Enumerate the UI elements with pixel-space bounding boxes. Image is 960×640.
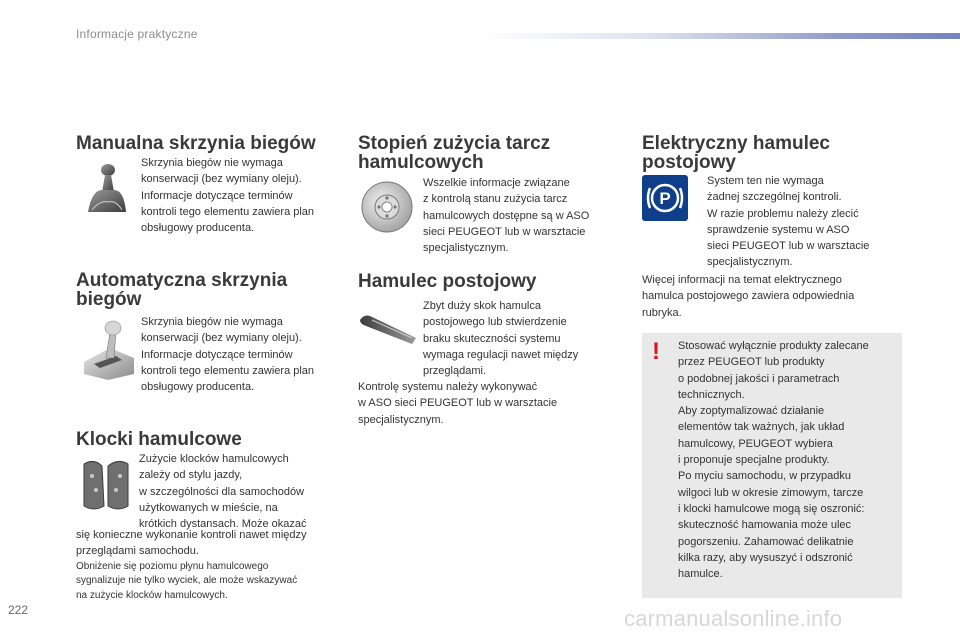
p-letter: P (659, 188, 671, 208)
text-line: w szczególności dla samochodów (139, 485, 305, 498)
text-line: pogorszeniu. Zahamować delikatnie (678, 535, 854, 548)
text-line: Stosować wyłącznie produkty zalecane (678, 340, 869, 352)
brake-pads-title: Klocki hamulcowe (76, 429, 242, 450)
text-line: skuteczność hamowania może ulec (678, 519, 852, 532)
text-line: specjalistycznym. (423, 242, 509, 255)
text-line: braku skuteczności systemu (423, 332, 561, 345)
text-line: o podobnej jakości i parametrach (678, 372, 840, 385)
text-line: użytkowanych w mieście, na (139, 501, 278, 514)
text-line: hamulce. (678, 568, 723, 581)
text-line: Skrzynia biegów nie wymaga (141, 157, 283, 169)
text-line: sprawdzenie systemu w ASO (707, 223, 850, 236)
text-line: w ASO sieci PEUGEOT lub w warsztacie (358, 397, 558, 410)
text-line: obsługowy producenta. (141, 381, 255, 394)
parking-brake-lever-icon (358, 308, 418, 348)
electric-parking-brake-text (707, 173, 869, 271)
text-line: Zużycie klocków hamulcowych (139, 453, 289, 465)
text-line: Po myciu samochodu, w przypadku (678, 470, 852, 483)
text-line: specjalistycznym. (707, 256, 793, 269)
text-line: W razie problemu należy zlecić (707, 207, 859, 220)
warning-text (678, 338, 869, 582)
section-header: Informacje praktyczne (76, 27, 198, 41)
text-line: Obniżenie się poziomu płynu hamulcowego (76, 560, 269, 572)
text-line: obsługowy producenta. (141, 222, 255, 235)
text-line: i proponuje specjalne produkty. (678, 454, 830, 467)
text-line: sieci PEUGEOT lub w warsztacie (423, 225, 586, 238)
title-line: Elektryczny hamulec (642, 133, 830, 154)
brake-pads-icon (78, 456, 134, 514)
text-line: hamulcowy, PEUGEOT wybiera (678, 437, 833, 450)
title-line: Stopień zużycia tarcz (358, 133, 551, 154)
manual-gearbox-text (141, 155, 314, 236)
text-line: System ten nie wymaga (707, 175, 824, 187)
text-line: Skrzynia biegów nie wymaga (141, 316, 283, 328)
brake-pads-text (139, 451, 307, 532)
text-line: krótkich dystansach. Może okazać (139, 518, 307, 531)
text-line: i klocki hamulcowe mogą się oszronić: (678, 502, 865, 515)
electric-parking-brake-note (642, 272, 854, 321)
text-line: kilka razy, aby wysuszyć i odszronić (678, 551, 853, 564)
text-line: wilgoci lub w okresie zimowym, tarcze (678, 486, 864, 499)
text-line: specjalistycznym. (358, 413, 444, 426)
text-line: Zbyt duży skok hamulca (423, 300, 541, 312)
electric-parking-brake-title (642, 134, 830, 172)
watermark: carmanualsonline.info (624, 606, 843, 631)
text-line: przeglądami. (423, 365, 486, 378)
automatic-gear-selector-icon (80, 318, 136, 382)
text-line: żadnej szczególnej kontroli. (707, 191, 842, 204)
title-line: biegów (76, 289, 142, 310)
text-line: sygnalizuje nie tylko wyciek, ale może wskazywać (76, 575, 298, 587)
brake-disc-icon (360, 180, 414, 234)
warning-exclamation-icon: ! (652, 338, 660, 365)
text-line: Kontrolę systemu należy wykonywać (358, 381, 538, 393)
text-line: Wszelkie informacje związane (423, 177, 570, 189)
text-line: konserwacji (bez wymiany oleju). (141, 173, 302, 186)
header-gradient-bar (480, 33, 960, 39)
brake-discs-text (423, 175, 589, 256)
text-line: się konieczne wykonanie kontroli nawet między (76, 529, 307, 541)
title-line: postojowy (642, 152, 736, 173)
text-line: kontroli tego elementu zawiera plan (141, 205, 315, 218)
text-line: Więcej informacji na temat elektrycznego (642, 274, 842, 286)
text-line: konserwacji (bez wymiany oleju). (141, 332, 302, 345)
manual-gearbox-title: Manualna skrzynia biegów (76, 133, 316, 154)
text-line: elementów tak ważnych, jak układ (678, 421, 845, 434)
parking-brake-title: Hamulec postojowy (358, 271, 537, 292)
text-line: hamulca postojowego zawiera odpowiednia (642, 290, 855, 303)
text-line: z kontrolą stanu zużycia tarcz (423, 193, 568, 206)
text-line: Informacje dotyczące terminów (141, 348, 293, 361)
text-line: hamulcowych dostępne są w ASO (423, 209, 590, 222)
text-line: Aby zoptymalizować działanie (678, 405, 825, 418)
text-line: Informacje dotyczące terminów (141, 189, 293, 202)
text-line: sieci PEUGEOT lub w warsztacie (707, 240, 870, 253)
text-line: zależy od stylu jazdy, (139, 469, 243, 482)
manual-gear-lever-icon (78, 160, 134, 218)
brake-pads-text-continued (76, 527, 307, 603)
text-line: przeglądami samochodu. (76, 545, 199, 558)
text-line: wymaga regulacji nawet między (423, 348, 579, 361)
electric-parking-brake-p-icon (642, 175, 688, 221)
text-line: rubryka. (642, 306, 682, 319)
brake-discs-title (358, 134, 550, 172)
parking-brake-text-continued (358, 379, 557, 428)
text-line: postojowego lub stwierdzenie (423, 316, 567, 329)
automatic-gearbox-text (141, 314, 314, 395)
text-line: technicznych. (678, 388, 745, 401)
text-line: kontroli tego elementu zawiera plan (141, 364, 315, 377)
page-number: 222 (8, 603, 29, 617)
title-line: Automatyczna skrzynia (76, 270, 288, 291)
automatic-gearbox-title (76, 271, 287, 309)
title-line: hamulcowych (358, 152, 484, 173)
text-line: na zużycie klocków hamulcowych. (76, 589, 228, 601)
text-line: przez PEUGEOT lub produkty (678, 356, 825, 369)
parking-brake-text (423, 298, 578, 379)
